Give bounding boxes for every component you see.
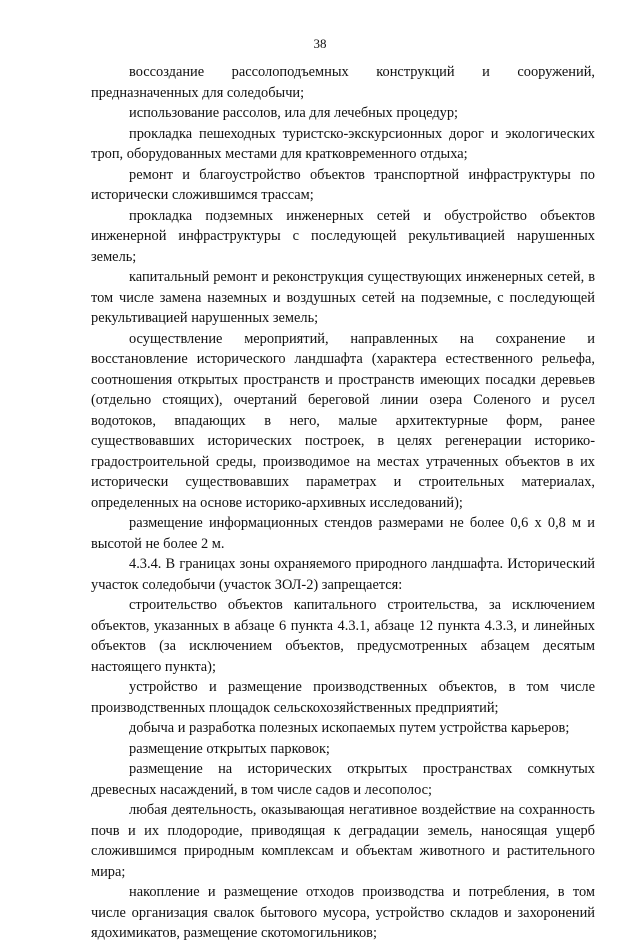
section-heading-4-3-4: 4.3.4. В границах зоны охраняемого природного ландшафта. Исторический участок соледобычи (участок ЗОЛ-2) запрещается: (91, 556, 595, 593)
paragraph: ремонт и благоустройство объектов транспортной инфраструктуры по исторически сложившимся трассам; (91, 166, 595, 203)
paragraph: капитальный ремонт и реконструкция существующих инженерных сетей, в том числе замена наземных и воздушных сетей на подземные, с последующей рекультивацией нарушенных земель; (91, 269, 595, 326)
paragraph: размещение на исторических открытых пространствах сомкнутых древесных насаждений, в том числе садов и лесополос; (91, 761, 595, 798)
paragraph: любая деятельность, оказывающая негативное воздействие на сохранность почв и их плодородие, приводящая к деградации земель, наносящая ущерб сложившимся природным комплексам и объектам животного и растительного мира; (91, 802, 595, 880)
paragraph: использование рассолов, ила для лечебных процедур; (129, 105, 459, 121)
paragraph: прокладка пешеходных туристско-экскурсионных дорог и экологических троп, оборудованных местами для кратковременного отдыха; (91, 125, 595, 162)
paragraph: размещение открытых парковок; (129, 740, 330, 757)
paragraph: строительство объектов капитального строительства, за исключением объектов, указанных в абзаце 6 пункта 4.3.1, абзаце 12 пункта 4.3.3, и линейных объектов (за исключением объектов, предусмотренных абзацем десятым настоящего пункта); (91, 597, 595, 675)
paragraph: устройство и размещение производственных объектов, в том числе производственных площадок сельскохозяйственных предприятий; (91, 679, 595, 716)
paragraph: накопление и размещение отходов производства и потребления, в том числе организация свалок бытового мусора, устройство складов и захоронений ядохимикатов, размещение скотомогильников; (91, 884, 595, 941)
paragraph: размещение информационных стендов размерами не более 0,6 х 0,8 м и высотой не более 2 м. (91, 515, 595, 552)
document-body (91, 62, 595, 944)
paragraph: добыча и разработка полезных ископаемых путем устройства карьеров; (129, 720, 570, 736)
paragraph: осуществление мероприятий, направленных на сохранение и восстановление исторического ландшафта (характера естественного рельефа, соотношения открытых пространств и пространств имеющих посадки деревьев (отдельно стоящих), очертаний береговой линии озера Соленого и русел водотоков, впадающих в него, малые архитектурные форм, ранее существовавших исторических построек, в целях регенерации историко-градостроительной среды, производимое на местах утраченных объектов в их исторически существовавших параметрах и строительных материалах, определенных на основе историко-архивных исследований); (91, 330, 595, 511)
paragraph: прокладка подземных инженерных сетей и обустройство объектов инженерной инфраструктуры с последующей рекультивацией нарушенных земель; (91, 207, 595, 265)
paragraph: воссоздание рассолоподъемных конструкций и сооружений, предназначенных для соледобычи; (91, 64, 595, 101)
page-number: 38 (313, 36, 327, 51)
